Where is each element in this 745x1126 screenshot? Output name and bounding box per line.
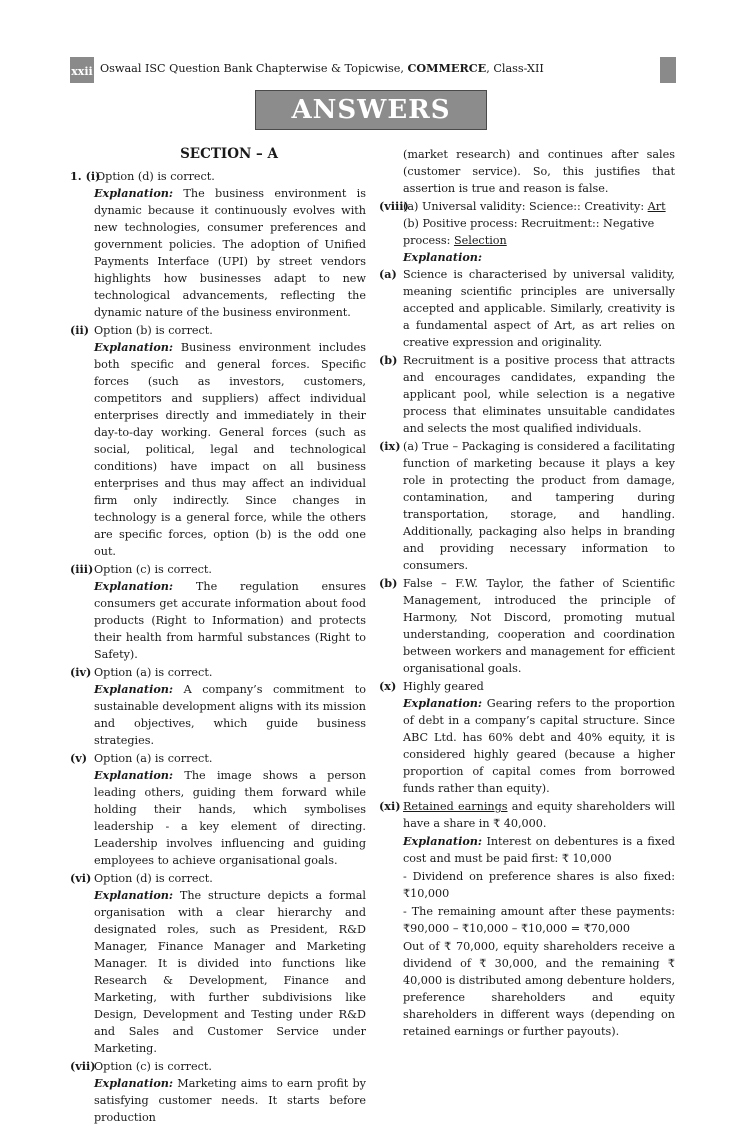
analogy-b-answer: Selection xyxy=(453,234,507,247)
item-marker: (b) xyxy=(379,353,398,367)
answer-item-vi xyxy=(70,870,366,1057)
explanation xyxy=(94,681,366,749)
answers-title: ANSWERS xyxy=(291,95,451,125)
explanation-text: (a) True – Packaging is considered a facilitating function of marketing because it plays a key role in protecting the product from damage, contamination, and tampering during transportation, storage, and handling. Additionally, packaging also helps in branding and providing necessary information to consumers. xyxy=(403,440,675,572)
explanation-label: Explanation: xyxy=(94,768,174,782)
header-title-suffix: , Class-XII xyxy=(486,62,544,75)
header-title xyxy=(100,61,544,75)
item-marker: (viii) xyxy=(379,199,409,213)
answer-line: Option (d) is correct. xyxy=(96,170,215,183)
analogy-a-answer: Art xyxy=(647,200,666,213)
answers-banner xyxy=(255,90,487,130)
distribution-paragraph: Out of ₹ 70,000, equity shareholders receive a dividend of ₹ 30,000, and the remaining ₹ 40,000 is distributed among debenture holders, preference shareholders and equity shareholders in different ways (depending on retained earnings or further payouts). xyxy=(403,940,675,1038)
explanation-text: Science is characterised by universal validity, meaning scientific principles are universally accepted and applicable. Similarly, creativity is a fundamental aspect of Art, as art relies on creative expression and originality. xyxy=(403,268,675,349)
answer-item-viii-b xyxy=(379,352,675,437)
item-marker: (x) xyxy=(379,679,397,693)
analogy-a xyxy=(403,198,675,215)
item-marker: (iii) xyxy=(70,562,94,576)
explanation-label: Explanation: xyxy=(94,682,174,696)
answer-line: Option (c) is correct. xyxy=(94,1060,212,1073)
explanation-text: The image shows a person leading others, guiding them forward while holding their hands, which symbolises leadership - a key element of directing. Leadership involves influencing and guiding employees to achieve organisational goals. xyxy=(94,769,366,867)
analogy-b-text: (b) Positive process: Recruitment:: Negative process: xyxy=(403,217,655,247)
explanation xyxy=(94,767,366,869)
explanation-text: Interest on debentures is a fixed cost and must be paid first: ₹ 10,000 xyxy=(403,835,675,865)
calculation-line-2: - The remaining amount after these payments: ₹90,000 – ₹10,000 – ₹10,000 = ₹70,000 xyxy=(403,905,675,935)
running-header xyxy=(70,57,676,83)
item-marker: (vii) xyxy=(70,1059,96,1073)
explanation-label xyxy=(403,249,675,266)
item-marker: (ii) xyxy=(70,323,90,337)
answer-line xyxy=(403,798,675,832)
item-marker-i: (i) xyxy=(85,169,101,183)
explanation xyxy=(94,887,366,1057)
explanation-text: The business environment is dynamic because it continuously evolves with new technologies, consumer preferences and government policies. The adoption of Unified Payments Interface (UPI) by street vendors highlights how businesses adapt to new technological advancements, reflecting the dynamic nature of the business environment. xyxy=(94,187,366,319)
explanation xyxy=(94,578,366,663)
answer-line: Option (d) is correct. xyxy=(94,872,213,885)
question-number: 1. xyxy=(70,169,82,183)
answer-item-iii xyxy=(70,561,366,663)
answer-item-x xyxy=(379,678,675,797)
explanation xyxy=(94,185,366,321)
explanation xyxy=(94,1075,366,1126)
header-edge-bar xyxy=(660,57,676,83)
answer-underlined: Retained earnings xyxy=(403,800,508,813)
answer-line: Highly geared xyxy=(403,680,484,693)
explanation-text: A company’s commitment to sustainable development aligns with its mission and objectives, which guide business strategies. xyxy=(94,683,367,747)
answer-line: Option (a) is correct. xyxy=(94,666,213,679)
right-column xyxy=(379,146,675,1040)
explanation-label-text: Explanation: xyxy=(403,250,483,264)
answer-line: Option (a) is correct. xyxy=(94,752,213,765)
answer-item-i xyxy=(70,168,366,321)
item-marker: (a) xyxy=(379,267,397,281)
explanation-label: Explanation: xyxy=(403,696,483,710)
answer-item-ii xyxy=(70,322,366,560)
answer-rest: and equity shareholders will have a share in ₹ 40,000. xyxy=(403,800,675,830)
explanation-text: Recruitment is a positive process that attracts and encourages candidates, expanding the applicant pool, while selection is a negative process that eliminates unsuitable candidates and selects the most qualified individuals. xyxy=(403,354,675,435)
explanation-text: Gearing refers to the proportion of debt in a company’s capital structure. Since ABC Ltd. has 60% debt and 40% equity, it is considered highly geared (because a higher proportion of capital comes from borrowed funds rather than equity). xyxy=(403,697,675,795)
section-heading: SECTION – A xyxy=(180,146,278,162)
answer-item-xi xyxy=(379,798,675,1040)
explanation-continued: (market research) and continues after sales (customer service). So, this justifies that assertion is true and reason is false. xyxy=(403,148,675,195)
answer-item-ix-b xyxy=(379,575,675,677)
answer-item-iv xyxy=(70,664,366,749)
answer-item-viii-a xyxy=(379,266,675,351)
answer-line: Option (c) is correct. xyxy=(94,563,212,576)
analogy-a-text: (a) Universal validity: Science:: Creativity: xyxy=(403,200,648,213)
explanation-label: Explanation: xyxy=(94,186,174,200)
explanation-text: Business environment includes both specific and general forces. Specific forces (such as investors, customers, competitors and suppliers) affect individual enterprises directly and immediately in their day-to-day working. General forces (such as social, political, legal and technological conditions) have impact on all business enterprises and thus may affect an individual firm only indirectly. Since changes in technology is a general force, while the others are specific forces, option (b) is the odd one out. xyxy=(94,341,367,558)
answer-line: Option (b) is correct. xyxy=(94,324,213,337)
explanation xyxy=(403,695,675,797)
item-marker: (b) xyxy=(379,576,398,590)
left-column xyxy=(70,168,366,1126)
item-marker: (ix) xyxy=(379,439,401,453)
item-marker: (iv) xyxy=(70,665,92,679)
item-marker xyxy=(70,168,100,185)
explanation-text: The structure depicts a formal organisation with a clear hierarchy and designated roles, such as President, R&D Manager, Finance Manager and Marketing Manager. It is divided into functions like Research & Development, Finance and Marketing, with further subdivisions like Design, Development and Testing under R&D and Sales and Customer Service under Marketing. xyxy=(94,889,367,1055)
explanation-text: The regulation ensures consumers get accurate information about food products (Right to Information) and protects their health from harmful substances (Right to Safety). xyxy=(94,580,366,661)
answer-item-vii-continued xyxy=(379,146,675,197)
calculation-line-1: - Dividend on preference shares is also fixed: ₹10,000 xyxy=(403,870,675,900)
page-number: xxii xyxy=(70,57,94,83)
item-marker: (vi) xyxy=(70,871,92,885)
explanation-label: Explanation: xyxy=(403,834,483,848)
answer-item-viii xyxy=(379,198,675,266)
analogy-b xyxy=(403,215,675,249)
answer-item-ix xyxy=(379,438,675,574)
explanation-text: Marketing aims to earn profit by satisfying customer needs. It starts before production xyxy=(94,1077,366,1124)
answer-item-vii xyxy=(70,1058,366,1126)
explanation-label: Explanation: xyxy=(94,340,174,354)
item-marker: (v) xyxy=(70,751,88,765)
explanation xyxy=(94,339,366,560)
explanation-label: Explanation: xyxy=(94,579,174,593)
explanation-label: Explanation: xyxy=(94,888,174,902)
explanation-text: False – F.W. Taylor, the father of Scientific Management, introduced the principle of Harmony, Not Discord, promoting mutual understanding, cooperation and coordination between workers and management for efficient organisational goals. xyxy=(403,577,675,675)
explanation-label: Explanation: xyxy=(94,1076,174,1090)
explanation xyxy=(403,833,675,867)
answer-item-v xyxy=(70,750,366,869)
header-subject: COMMERCE xyxy=(407,61,487,75)
header-title-prefix: Oswaal ISC Question Bank Chapterwise & Topicwise, xyxy=(100,62,408,75)
item-marker: (xi) xyxy=(379,799,401,813)
